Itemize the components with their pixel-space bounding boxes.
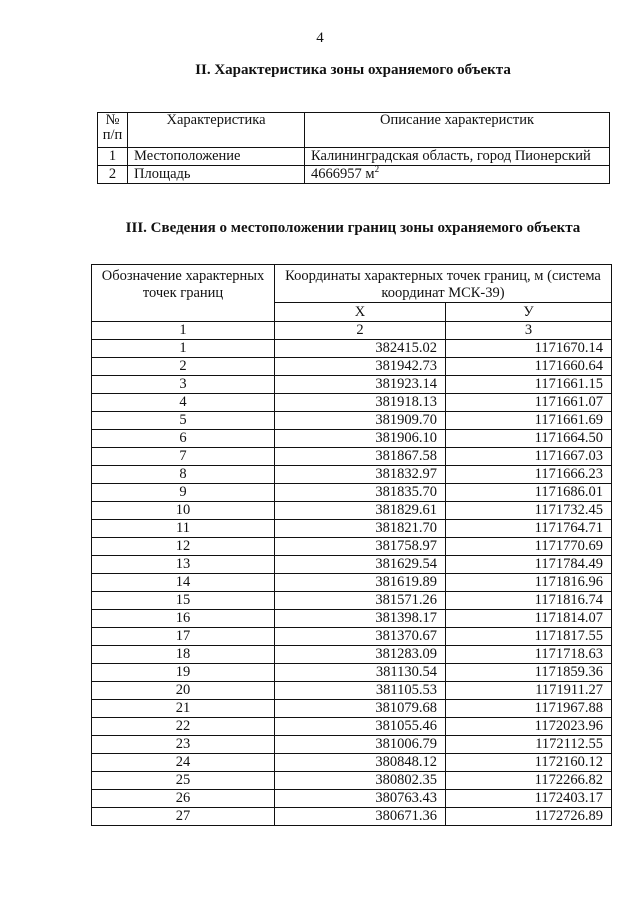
x-coordinate: 380802.35: [275, 772, 446, 790]
y-coordinate: 1172266.82: [446, 772, 612, 790]
point-label: 18: [92, 646, 275, 664]
x-coordinate: 381079.68: [275, 700, 446, 718]
row-characteristic: [128, 166, 305, 184]
x-coordinate: 381370.67: [275, 628, 446, 646]
row-number: [98, 148, 128, 166]
point-label: 10: [92, 502, 275, 520]
x-coordinate: 382415.02: [275, 340, 446, 358]
coordinate-row: [92, 484, 612, 502]
coordinate-row: [92, 520, 612, 538]
point-label: 16: [92, 610, 275, 628]
x-coordinate: 381619.89: [275, 574, 446, 592]
coordinate-row: [92, 538, 612, 556]
point-label: 24: [92, 754, 275, 772]
column-index-3: 3: [446, 322, 612, 340]
coordinate-row: [92, 628, 612, 646]
y-coordinate: 1171967.88: [446, 700, 612, 718]
y-coordinate: 1171660.64: [446, 358, 612, 376]
x-coordinate: 381909.70: [275, 412, 446, 430]
x-coordinate: 381130.54: [275, 664, 446, 682]
x-coordinate: 381758.97: [275, 538, 446, 556]
x-coordinate: 380763.43: [275, 790, 446, 808]
coordinate-row: [92, 700, 612, 718]
coordinate-row: [92, 502, 612, 520]
characteristics-row: [98, 166, 610, 184]
y-coordinate: 1171814.07: [446, 610, 612, 628]
coordinates-table: [91, 264, 612, 826]
characteristics-table: [97, 112, 610, 184]
y-coordinate: 1171666.23: [446, 466, 612, 484]
header-description: Описание характеристик: [305, 113, 610, 148]
point-label: 13: [92, 556, 275, 574]
y-coordinate: 1171686.01: [446, 484, 612, 502]
y-coordinate: 1171661.69: [446, 412, 612, 430]
column-index-1: 1: [92, 322, 275, 340]
x-coordinate: 381006.79: [275, 736, 446, 754]
point-label: 12: [92, 538, 275, 556]
point-label: 4: [92, 394, 275, 412]
x-coordinate: 381821.70: [275, 520, 446, 538]
coordinate-row: [92, 646, 612, 664]
point-label: 11: [92, 520, 275, 538]
row-description: [305, 148, 610, 166]
y-coordinate: 1171764.71: [446, 520, 612, 538]
y-coordinate: 1171670.14: [446, 340, 612, 358]
x-coordinate: 381105.53: [275, 682, 446, 700]
coordinates-body: [92, 322, 612, 826]
x-coordinate: 381867.58: [275, 448, 446, 466]
y-coordinate: 1172112.55: [446, 736, 612, 754]
y-coordinate: 1171732.45: [446, 502, 612, 520]
coordinate-row: [92, 394, 612, 412]
unit-superscript: 2: [374, 164, 380, 175]
y-coordinate: 1171664.50: [446, 430, 612, 448]
characteristics-body: [98, 148, 610, 184]
y-coordinate: 1172160.12: [446, 754, 612, 772]
coordinate-row: [92, 430, 612, 448]
coordinate-row: [92, 790, 612, 808]
point-label: 23: [92, 736, 275, 754]
characteristics-row: [98, 148, 610, 166]
y-coordinate: 1171859.36: [446, 664, 612, 682]
x-coordinate: 381918.13: [275, 394, 446, 412]
section-2-title: II. Характеристика зоны охраняемого объекта: [195, 62, 511, 78]
y-coordinate: 1171718.63: [446, 646, 612, 664]
coordinate-row: [92, 448, 612, 466]
y-coordinate: 1171784.49: [446, 556, 612, 574]
x-coordinate: 381942.73: [275, 358, 446, 376]
y-coordinate: 1171817.55: [446, 628, 612, 646]
coordinate-row: [92, 412, 612, 430]
point-label: 25: [92, 772, 275, 790]
coordinate-row: [92, 556, 612, 574]
point-label: 9: [92, 484, 275, 502]
y-coordinate: 1171770.69: [446, 538, 612, 556]
point-label: 20: [92, 682, 275, 700]
y-coordinate: 1171661.07: [446, 394, 612, 412]
coordinate-row: [92, 358, 612, 376]
point-label: 7: [92, 448, 275, 466]
section-3-title: III. Сведения о местоположении границ зоны охраняемого объекта: [125, 220, 581, 236]
coordinate-row: [92, 340, 612, 358]
y-coordinate: 1171911.27: [446, 682, 612, 700]
coordinate-row: [92, 664, 612, 682]
point-label: 27: [92, 808, 275, 826]
point-label: 22: [92, 718, 275, 736]
point-label: 21: [92, 700, 275, 718]
coordinate-row: [92, 772, 612, 790]
row-characteristic-text: Площадь: [134, 166, 191, 182]
point-label: 17: [92, 628, 275, 646]
x-coordinate: 381832.97: [275, 466, 446, 484]
y-coordinate: 1171816.74: [446, 592, 612, 610]
coordinate-row: [92, 574, 612, 592]
x-coordinate: 381283.09: [275, 646, 446, 664]
row-characteristic: [128, 148, 305, 166]
x-coordinate: 381829.61: [275, 502, 446, 520]
coordinates-header-row: [92, 265, 612, 303]
row-number-text: 2: [108, 166, 117, 182]
point-label: 14: [92, 574, 275, 592]
coordinate-row: [92, 754, 612, 772]
y-coordinate: 1171661.15: [446, 376, 612, 394]
header-x: X: [275, 303, 446, 322]
coordinate-row: [92, 466, 612, 484]
row-number: [98, 166, 128, 184]
row-characteristic-text: Местоположение: [134, 148, 241, 164]
column-index-2: 2: [275, 322, 446, 340]
coordinate-row: [92, 736, 612, 754]
coordinate-row: [92, 376, 612, 394]
coordinate-row: [92, 718, 612, 736]
y-coordinate: 1172403.17: [446, 790, 612, 808]
point-label: 26: [92, 790, 275, 808]
point-label: 6: [92, 430, 275, 448]
y-coordinate: 1171816.96: [446, 574, 612, 592]
characteristics-header-row: [98, 113, 610, 148]
y-coordinate: 1172726.89: [446, 808, 612, 826]
x-coordinate: 381398.17: [275, 610, 446, 628]
coordinate-row: [92, 682, 612, 700]
point-label: 5: [92, 412, 275, 430]
coordinate-row: [92, 808, 612, 826]
x-coordinate: 380671.36: [275, 808, 446, 826]
header-points: Обозначение характерных точек границ: [92, 265, 275, 322]
point-label: 8: [92, 466, 275, 484]
header-characteristic: Характеристика: [128, 113, 305, 148]
x-coordinate: 381629.54: [275, 556, 446, 574]
x-coordinate: 381923.14: [275, 376, 446, 394]
coordinate-row: [92, 610, 612, 628]
x-coordinate: 381571.26: [275, 592, 446, 610]
row-description-text: Калининградская область, город Пионерский: [311, 148, 591, 164]
header-y: У: [446, 303, 612, 322]
point-label: 1: [92, 340, 275, 358]
row-description-text: 4666957 м: [311, 166, 375, 182]
row-number-text: 1: [108, 148, 117, 164]
point-label: 3: [92, 376, 275, 394]
header-coordinates: Координаты характерных точек границ, м (система координат МСК-39): [275, 265, 612, 303]
x-coordinate: 381906.10: [275, 430, 446, 448]
x-coordinate: 381835.70: [275, 484, 446, 502]
column-index-row: [92, 322, 612, 340]
row-description: [305, 166, 610, 184]
point-label: 15: [92, 592, 275, 610]
coordinate-row: [92, 592, 612, 610]
point-label: 19: [92, 664, 275, 682]
page-number: 4: [316, 30, 324, 46]
y-coordinate: 1171667.03: [446, 448, 612, 466]
y-coordinate: 1172023.96: [446, 718, 612, 736]
point-label: 2: [92, 358, 275, 376]
header-number: № п/п: [98, 113, 128, 148]
x-coordinate: 381055.46: [275, 718, 446, 736]
x-coordinate: 380848.12: [275, 754, 446, 772]
